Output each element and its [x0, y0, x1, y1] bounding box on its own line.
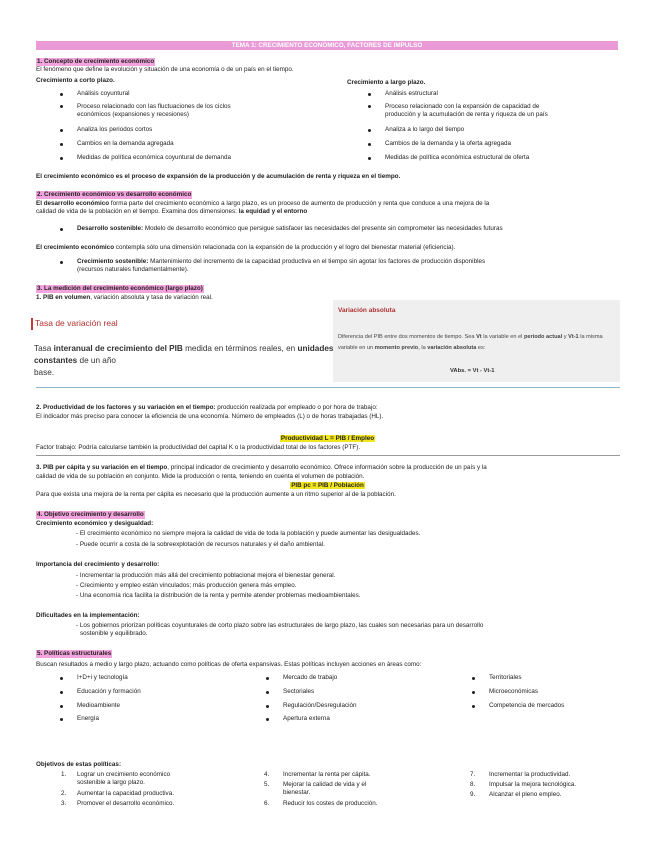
bullet-icon — [472, 677, 475, 680]
divider — [36, 387, 620, 388]
list-item: Medidas de política económica coyuntural de demanda — [77, 154, 232, 161]
list-item: Energía — [77, 715, 100, 722]
section-2-paragraph-2: El crecimiento económico contempla sólo una dimensión relacionada con la expansión de la producción y el logro del bienestar material (eficiencia). — [36, 244, 456, 251]
long-term-heading: Crecimiento a largo plazo. — [347, 79, 426, 86]
bullet-icon — [368, 157, 371, 160]
real-growth-rate-figure — [31, 312, 333, 376]
list-item: - Incrementar la producción más allá del crecimiento poblacional mejora el bienestar general. — [76, 572, 336, 579]
bullet-icon — [60, 691, 63, 694]
bullet-icon — [368, 93, 371, 96]
list-item: Análisis estructural — [385, 90, 438, 97]
list-item: Analiza los periodos cortos — [77, 126, 153, 133]
section-1-conclusion: El crecimiento económico es el proceso de expansión de la producción y de acumulación de renta y riqueza en el tiempo. — [36, 173, 401, 180]
list-item: producción y la acumulación de renta y riqueza de un país — [385, 111, 548, 118]
list-item: - El crecimiento económico no siempre mejora la calidad de vida de toda la población y puede aumentar las desigualdades. — [76, 530, 421, 537]
list-item: Análisis coyuntural — [77, 90, 130, 97]
figure-text: Diferencia del PIB entre dos momentos de tiempo. Sea Vt la variable en el periodo actual y Vt-1 la misma variable en un momento previo, la variación absoluta es: — [338, 334, 603, 351]
objective-item: Promover el desarrollo económico. — [77, 800, 175, 807]
objectives-heading: Objetivos de estas políticas: — [36, 761, 122, 768]
bullet-icon — [266, 677, 269, 680]
bullet-icon — [60, 143, 63, 146]
per-capita-line-3: Para que exista una mejora de la renta per cápita es necesario que la producción aumente a un ritmo superior al de la población. — [36, 491, 396, 498]
list-item: - Una economía rica facilita la distribución de la renta y permite atender problemas medioambientales. — [76, 592, 361, 599]
pib-volume-line: 1. PIB en volumen, variación absoluta y tasa de variación real. — [36, 294, 213, 301]
section-2-paragraph-1: El desarrollo económico forma parte del crecimiento económico a largo plazo, es un proceso de aumento de producción y renta que conduce a una mejora de la calidad de vida de la población en el tiempo. Examina dos dimensiones: la equidad y el entorno — [36, 200, 490, 216]
list-item: I+D+i y tecnología — [77, 674, 128, 681]
list-item: económicos (expansiones y recesiones) — [77, 111, 190, 118]
objective-item: Impulsar la mejora tecnológica. — [489, 781, 577, 788]
bullet-icon — [60, 228, 63, 231]
section-1-intro: El fenómeno que define la evolución y situación de una economía o de un país en el tiempo. — [36, 66, 294, 73]
list-item: Medioambiente — [77, 702, 121, 709]
list-item: Proceso relacionado con la expansión de capacidad de — [385, 103, 540, 110]
figure-title: Tasa de variación real — [35, 318, 118, 328]
bullet-icon — [368, 105, 371, 108]
objective-item: Reducir los costes de producción. — [283, 800, 378, 807]
productivity-formula: Productividad L = PIB / Empleo — [280, 435, 375, 442]
bullet-icon — [368, 143, 371, 146]
per-capita-line-2: calidad de vida de su población en conjunto. Mide la producción o renta, teniendo en cuenta el volumen de población. — [36, 473, 365, 480]
list-item: Cambios en la demanda agregada — [77, 140, 174, 147]
bullet-icon — [60, 93, 63, 96]
bullet-icon — [60, 705, 63, 708]
list-item: Educación y formación — [77, 688, 141, 695]
list-item: Territoriales — [489, 674, 522, 681]
absolute-variation-figure — [333, 300, 620, 382]
list-item: - Puede ocurrir a costa de la sobreexplotación de recursos naturales y el daño ambiental. — [76, 541, 325, 548]
absolute-variation-formula: VAbs. = Vt - Vt-1 — [450, 368, 495, 374]
objective-number: 2. — [61, 790, 67, 797]
productivity-line-2: El indicador más preciso para conocer la eficiencia de una economía. Número de empleados (L) o de horas trabajadas (HL). — [36, 413, 384, 420]
objective-number: 3. — [61, 800, 67, 807]
bullet-icon — [60, 718, 63, 721]
objective-number: 4. — [264, 771, 270, 778]
list-item: Competencia de mercados — [489, 702, 565, 709]
list-item: Microeconómicas — [489, 688, 538, 695]
short-term-heading: Crecimiento a corto plazo. — [36, 77, 115, 84]
objective-number: 1. — [61, 771, 67, 778]
inequality-heading: Crecimiento económico y desigualdad: — [36, 520, 154, 527]
bullet-icon — [472, 705, 475, 708]
bullet-icon — [266, 718, 269, 721]
list-item: - Crecimiento y empleo están vinculados; más producción genera más empleo. — [76, 582, 297, 589]
objective-item: Incrementar la renta per cápita. — [283, 771, 371, 778]
bullet-icon — [60, 129, 63, 132]
divider — [36, 455, 620, 456]
objective-item: Mejorar la calidad de vida y el bienestar. — [283, 781, 367, 797]
figure-title: Variación absoluta — [338, 307, 396, 314]
section-4-title: 4. Objetivo crecimiento y desarrollo — [37, 511, 144, 518]
bullet-icon — [60, 677, 63, 680]
bullet-icon — [368, 129, 371, 132]
objective-item: Lograr un crecimiento económico sostenible a largo plazo. — [77, 771, 171, 787]
sustainable-development-item: Desarrollo sostenible: Modelo de desarrollo económico que persigue satisfacer las necesidades del presente sin comprometer las necesidades futuras — [77, 225, 503, 232]
bullet-icon — [266, 705, 269, 708]
list-item: Cambios de la demanda y la oferta agregada — [385, 140, 512, 147]
objective-item: Aumentar la capacidad productiva. — [77, 790, 174, 797]
bullet-icon — [60, 261, 63, 264]
sustainable-growth-item: Crecimiento sostenible: Mantenimiento del incremento de la capacidad productiva en el tiempo sin agotar los factores de producción disponibles (recursos naturales fundamentalmente). — [77, 258, 486, 274]
bullet-icon — [266, 691, 269, 694]
figure-text: Tasa interanual de crecimiento del PIB medida en términos reales, en unidades constantes de un año base. — [34, 344, 334, 377]
importance-heading: Importancia del crecimiento y desarrollo: — [36, 561, 160, 568]
bullet-icon — [60, 105, 63, 108]
per-capita-formula: PIB pc = PIB / Población — [291, 482, 364, 489]
objective-item: Alcanzar el pleno empleo. — [489, 791, 562, 798]
list-item: Regulación/Desregulación — [283, 702, 357, 709]
bullet-icon — [472, 691, 475, 694]
list-item: Analiza a lo largo del tiempo — [385, 126, 465, 133]
objective-number: 8. — [470, 781, 476, 788]
list-item: Medidas de política económica estructural de oferta — [385, 154, 530, 161]
objective-number: 6. — [264, 800, 270, 807]
section-5-intro: Buscan resultados a medio y largo plazo, actuando como políticas de oferta expansivas. Estas políticas incluyen acciones en áreas como: — [36, 661, 422, 668]
section-3-title: 3. La medición del crecimiento económico (largo plazo) — [37, 285, 203, 292]
objective-item: Incrementar la productividad. — [489, 771, 571, 778]
difficulties-heading: Dificultades en la implementación: — [36, 612, 140, 619]
list-item: Sectoriales — [283, 688, 315, 695]
list-item: Apertura externa — [283, 715, 330, 722]
objective-number: 9. — [470, 791, 476, 798]
section-2-title: 2. Crecimiento económico vs desarrollo económico — [37, 191, 192, 198]
list-item: - Los gobiernos priorizan políticas coyunturales de corto plazo sobre las estructurales de largo plazo, las cuales son necesarias para un desarrollo sostenible y equilibrado. — [76, 622, 484, 638]
objective-number: 5. — [264, 781, 270, 788]
objective-number: 7. — [470, 771, 476, 778]
section-5-title: 5. Políticas estructurales — [37, 650, 112, 657]
productivity-line-3: Factor trabajo: Podría calcularse también la productividad del capital K o la productividad total de los factores (PTF). — [36, 444, 361, 451]
section-1-title: 1. Concepto de crecimiento económico — [37, 58, 155, 65]
list-item: Mercado de trabajo — [283, 674, 338, 681]
page-title-banner: TEMA 1: CRECIMIENTO ECONÓMICO, FACTORES DE IMPULSO — [36, 41, 618, 50]
list-item: Proceso relacionado con las fluctuaciones de los ciclos — [77, 103, 231, 110]
productivity-line: 2. Productividad de los factores y su variación en el tiempo: producción realizada por empleado o por hora de trabajo: — [36, 404, 378, 411]
per-capita-line: 3. PIB per cápita y su variación en el tiempo, principal indicador de crecimiento y desarrollo económico. Ofrece información sobre la producción de un país y la — [36, 464, 487, 471]
bullet-icon — [60, 157, 63, 160]
